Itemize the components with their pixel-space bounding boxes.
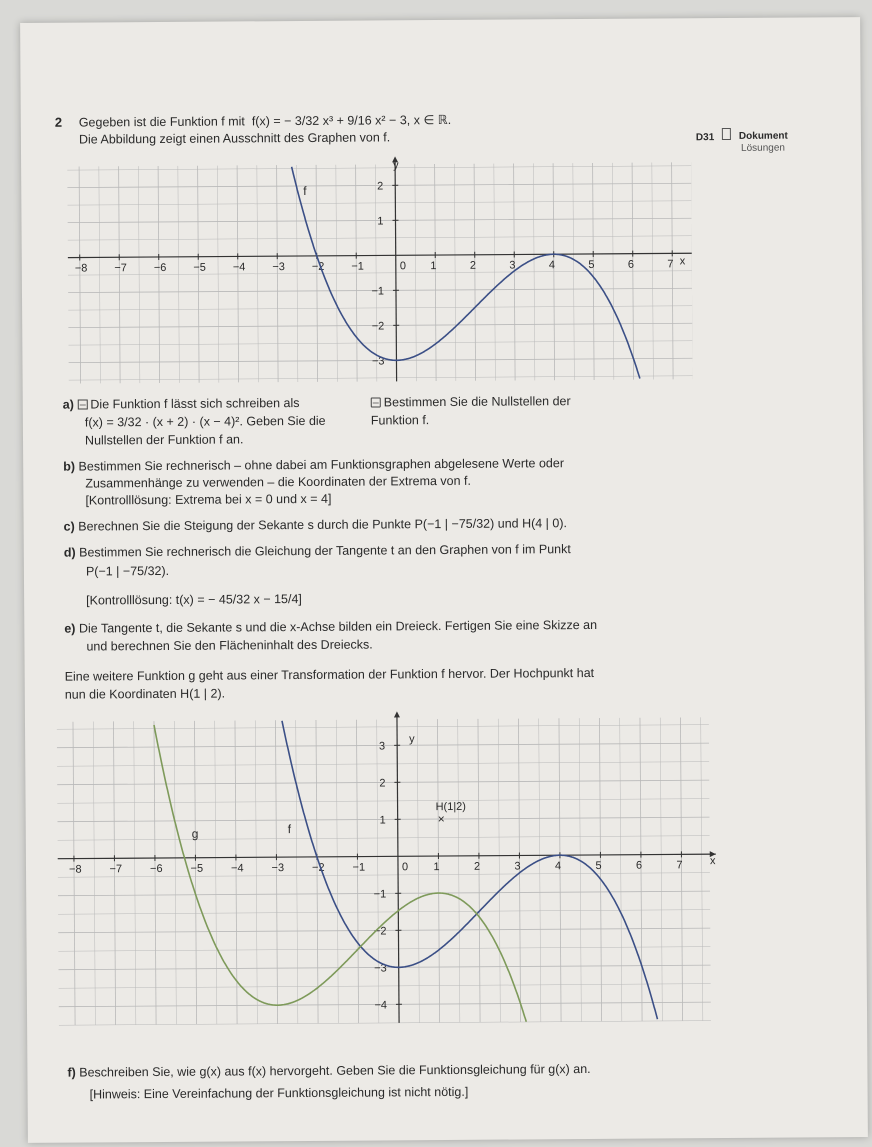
grid-line-h [58, 910, 710, 915]
y-tick-label: 1 [377, 215, 384, 228]
x-tick-label: −1 [352, 861, 366, 874]
calculator-icon [77, 399, 87, 409]
x-tick-label: −8 [74, 262, 88, 275]
document-icon [722, 128, 731, 140]
part-b-line2: Zusammenhänge zu verwenden – die Koordinaten der Extrema von f. [85, 473, 471, 491]
grid-line-h [67, 166, 692, 170]
graph2-y-label: y [409, 733, 415, 746]
part-c-letter: c) [63, 519, 75, 534]
part-e-letter: e) [64, 621, 76, 636]
y-tick-label: 1 [379, 814, 386, 827]
part-b-line3: [Kontrolllösung: Extrema bei x = 0 und x = 4] [85, 491, 332, 508]
x-axis [58, 854, 716, 859]
graph1-f-label: f [303, 183, 307, 198]
graph2-x-label: x [709, 855, 716, 868]
side-code: D31 [695, 132, 715, 144]
y-tick-label: −2 [373, 925, 387, 938]
graph2-point-label: H(1|2) [435, 800, 467, 814]
part-d [64, 541, 571, 561]
grid-line-h [68, 236, 693, 240]
part-a-line3: Nullstellen der Funktion f an. [84, 432, 244, 448]
x-tick-label: −6 [153, 261, 167, 275]
x-tick-label: −4 [232, 261, 246, 274]
x-tick-label: 0 [399, 260, 406, 273]
y-axis [397, 713, 399, 1022]
part-a-line2: f(x) = 3/32 · (x + 2) · (x − 4)². Geben Sie die [84, 413, 326, 430]
grid-line-v [134, 721, 136, 1024]
y-tick-label: 2 [379, 777, 386, 790]
graph-1 [61, 146, 693, 400]
grid-line-v [296, 720, 298, 1023]
x-tick-label: 4 [548, 259, 555, 272]
x-tick-label: 1 [433, 861, 440, 874]
part-a-letter: a) [62, 397, 74, 412]
part-f [67, 1061, 590, 1081]
graph1-tick-labels [74, 178, 674, 369]
part-b [63, 455, 564, 474]
part-c [64, 515, 567, 535]
task-number: 2 [54, 114, 63, 130]
grid-line-v [215, 721, 217, 1024]
grid-line-h [58, 947, 710, 952]
grid-line-v [174, 721, 176, 1024]
part-d-letter: d) [63, 545, 76, 560]
part-f-letter: f) [67, 1065, 76, 1080]
grid-line-v [620, 718, 622, 1021]
part-a-line1: Die Funktion f lässt sich schreiben als [90, 396, 300, 412]
part-f-line2: [Hinweis: Eine Vereinfachung der Funktionsgleichung ist nicht nötig.] [89, 1084, 469, 1102]
grid-line-v [458, 719, 460, 1022]
graph2-g-curve [154, 722, 526, 1024]
x-tick-label: −3 [272, 261, 285, 274]
side-document[interactable]: Dokument [738, 130, 788, 142]
intro-line2: Die Abbildung zeigt einen Ausschnitt des Graphen von f. [78, 130, 391, 147]
y-axis-arrow [394, 711, 400, 717]
grid-line-h [69, 341, 693, 345]
part-c-line1: Berechnen Sie die Steigung der Sekante s durch die Punkte P(−1 | −75/32) und H(4 | 0). [78, 516, 568, 534]
x-tick-label: 6 [627, 258, 634, 271]
x-tick-label: 2 [473, 860, 481, 873]
x-tick-label: 5 [595, 859, 602, 872]
x-tick-label: 0 [401, 861, 409, 874]
grid-line-h [59, 984, 711, 989]
function-formula: f(x) = − 3/32 x³ + 9/16 x² − 3, x ∈ ℝ. [251, 112, 452, 129]
grid-line-h [57, 762, 709, 767]
x-tick-label: −5 [193, 261, 206, 274]
grid-line-v [498, 719, 500, 1022]
graph2-g-label: g [191, 826, 199, 841]
no-tool-icon [371, 397, 381, 407]
x-tick-label: 2 [469, 259, 476, 272]
part-e [64, 617, 597, 637]
y-axis [395, 158, 397, 381]
graph2-f-label: f [287, 822, 292, 837]
x-axis [68, 253, 693, 257]
part-f-line1: Beschreiben Sie, wie g(x) aus f(x) hervorgeht. Geben Sie die Funktionsgleichung für g(x) an. [79, 1061, 591, 1080]
x-tick-label: 3 [514, 860, 521, 873]
graph2-tick-labels [68, 738, 684, 1013]
y-tick-label: −2 [371, 320, 385, 333]
part-e-line1: Die Tangente t, die Sekante s und die x-Achse bilden ein Dreieck. Fertigen Sie eine Skizze an [78, 617, 598, 636]
x-tick-label: 5 [588, 258, 595, 271]
worksheet-page [20, 17, 868, 1143]
x-tick-label: 7 [667, 258, 674, 271]
x-tick-label: 3 [509, 259, 516, 272]
intro-line1: Gegeben ist die Funktion f mit f(x) = − 3/32 x³ + 9/16 x² − 3, x ∈ ℝ. [78, 112, 452, 130]
graph1-x-label: x [679, 255, 686, 268]
part-d-line3: [Kontrolllösung: t(x) = − 45/32 x − 15/4] [86, 591, 302, 608]
side-solutions[interactable]: Lösungen [740, 142, 785, 154]
grid-line-v [93, 722, 95, 1025]
x-tick-label: −5 [190, 862, 204, 875]
grid-line-v [417, 719, 419, 1022]
graph2-point-marker: × [437, 812, 445, 827]
grid-line-v [660, 718, 662, 1021]
transition-line2: nun die Koordinaten H(1 | 2). [64, 686, 226, 702]
x-tick-label: 6 [635, 859, 643, 872]
x-tick-label: −4 [230, 862, 244, 875]
grid-line-h [57, 799, 709, 804]
y-tick-label: −1 [371, 285, 385, 298]
grid-line-v [579, 718, 581, 1021]
grid-line-v [539, 718, 541, 1021]
y-tick-label: −3 [374, 962, 387, 975]
part-b-line1: Bestimmen Sie rechnerisch – ohne dabei am Funktionsgraphen abgelesene Werte oder [78, 456, 565, 474]
x-tick-label: −2 [311, 260, 325, 273]
graph1-f-curve [292, 164, 640, 381]
grid-line-v [255, 720, 257, 1023]
graph1-y-label: y [393, 159, 399, 172]
part-a-alt [371, 393, 571, 410]
x-tick-label: −7 [109, 863, 123, 876]
grid-line-h [59, 1021, 711, 1026]
x-tick-label: −7 [114, 262, 127, 275]
grid-line-h [68, 201, 693, 205]
part-b-letter: b) [63, 459, 76, 474]
x-tick-label: 1 [430, 260, 437, 273]
grid-line-v [377, 720, 379, 1023]
x-tick-label: 7 [676, 859, 683, 872]
y-tick-label: −3 [371, 355, 385, 368]
x-tick-label: −2 [311, 861, 325, 874]
x-tick-label: −8 [68, 863, 82, 876]
y-tick-label: −4 [374, 999, 388, 1012]
transition-line1: Eine weitere Funktion g geht aus einer Transformation der Funktion f hervor. Der Hochpunkt hat [64, 665, 595, 684]
part-d-line2: P(−1 | −75/32). [85, 563, 170, 579]
part-a [63, 395, 300, 413]
y-tick-label: 2 [377, 180, 384, 193]
y-tick-label: −1 [373, 888, 387, 901]
grid-line-h [69, 376, 693, 380]
grid-line-v [336, 720, 338, 1023]
grid-line-h [68, 306, 692, 310]
x-tick-label: −3 [271, 862, 285, 875]
part-a-alt-line2: Funktion f. [370, 413, 430, 428]
part-a-alt-line1: Bestimmen Sie die Nullstellen der [383, 394, 571, 410]
x-tick-label: −1 [351, 260, 364, 273]
graph-2 [47, 704, 719, 1049]
x-tick-label: 4 [554, 860, 562, 873]
part-d-line1: Bestimmen Sie rechnerisch die Gleichung der Tangente t an den Graphen von f im Punkt [79, 542, 571, 560]
grid-line-h [58, 836, 710, 841]
part-e-line2: und berechnen Sie den Flächeninhalt des Dreiecks. [86, 637, 373, 654]
grid-line-v [701, 717, 703, 1020]
x-tick-label: −6 [149, 862, 163, 876]
y-tick-label: 3 [378, 740, 386, 753]
